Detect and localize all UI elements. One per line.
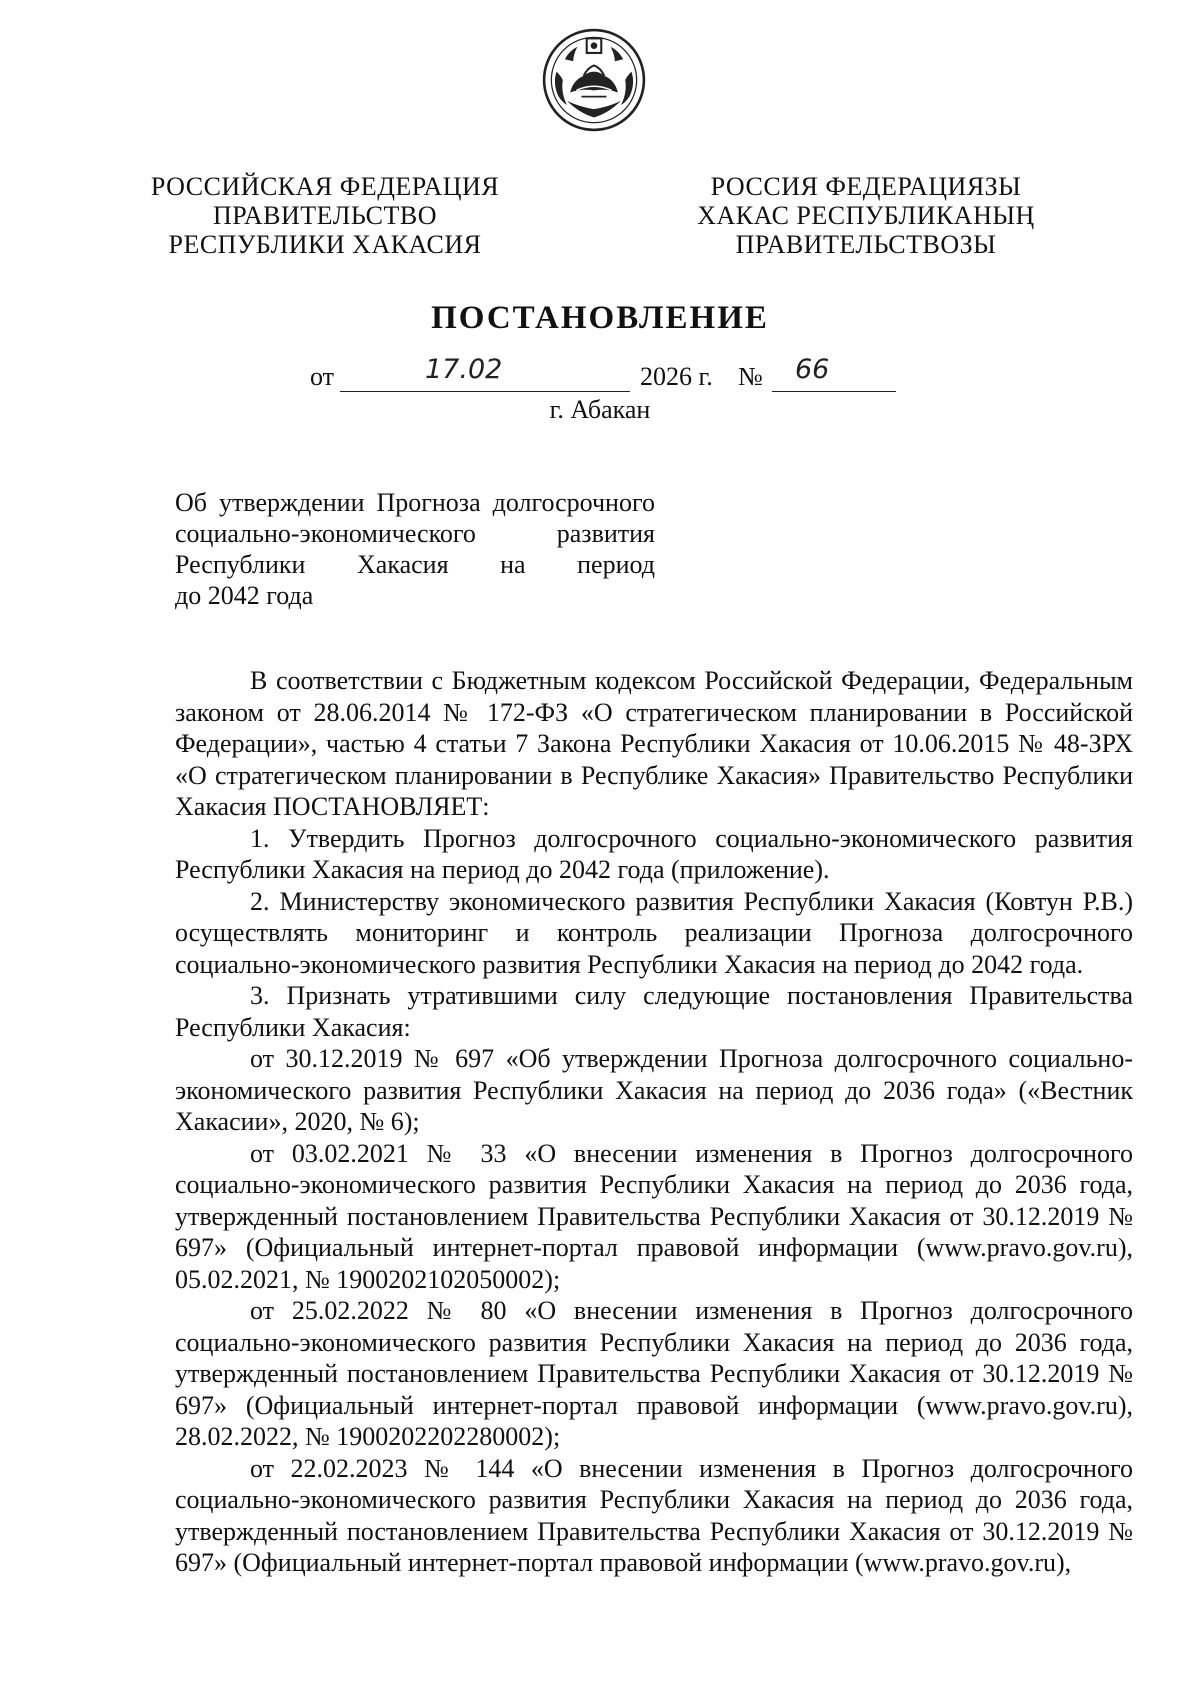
- body-paragraph: 3. Признать утратившими силу следующие постановления Правительства Республики Хакасия:: [175, 981, 1133, 1042]
- date-from-label: от: [310, 362, 335, 391]
- republic-of-khakassia-emblem-icon: [542, 28, 646, 132]
- handwritten-number: 66: [795, 354, 830, 385]
- body-paragraph: В соответствии с Бюджетным кодексом Российской Федерации, Федеральным законом от 28.06.2014 № 172-ФЗ «О стратегическом планировании в Российской Федерации», частью 4 статьи 7 Закона Республики Хакасия от 10.06.2015 № 48-ЗРХ «О стратегическом планировании в Республике Хакасия» Правительство Республики Хакасия ПОСТАНОВЛЯЕТ:: [175, 666, 1133, 821]
- body-paragraph: от 25.02.2022 № 80 «О внесении изменения в Прогноз долгосрочного социально-экономического развития Республики Хакасия на период до 2036 года, утвержденный постановлением Правительства Республики Хакасия от 30.12.2019 № 697» (Официальный интернет-портал правовой информации (www.pravo.gov.ru), 28.02.2022, № 1900202202280002);: [175, 1296, 1133, 1451]
- header-right-line: ХАКАС РЕСПУБЛИКАНЫҢ: [697, 201, 1035, 230]
- header-left-line: РЕСПУБЛИКИ ХАКАСИЯ: [168, 230, 482, 259]
- header-right-line: ПРАВИТЕЛЬСТВОЗЫ: [735, 230, 997, 259]
- number-underline: [772, 391, 896, 392]
- body-paragraph: 1. Утвердить Прогноз долгосрочного социально-экономического развития Республики Хакасия на период до 2042 года (приложение).: [175, 823, 1133, 884]
- date-year: 2026 г.: [640, 362, 713, 391]
- subject-line: социально-экономического развития: [175, 519, 655, 548]
- body-paragraph: от 22.02.2023 № 144 «О внесении изменения в Прогноз долгосрочного социально-экономического развития Республики Хакасия на период до 2036 года, утвержденный постановлением Правительства Республики Хакасия от 30.12.2019 № 697» (Официальный интернет-портал правовой информации (www.pravo.gov.ru),: [175, 1453, 1133, 1577]
- body-paragraph: 2. Министерству экономического развития Республики Хакасия (Ковтун Р.В.) осуществлять мониторинг и контроль реализации Прогноза долгосрочного социально-экономического развития Республики Хакасия на период до 2042 года.: [175, 886, 1133, 979]
- header-left-line: РОССИЙСКАЯ ФЕДЕРАЦИЯ: [150, 172, 500, 201]
- subject-line: Республики Хакасия на период: [175, 550, 655, 579]
- document-type-title: ПОСТАНОВЛЕНИЕ: [431, 300, 769, 336]
- handwritten-date: 17.02: [425, 354, 503, 385]
- city-name: г. Абакан: [549, 395, 651, 424]
- subject-line: Об утверждении Прогноза долгосрочного: [175, 488, 655, 517]
- document-body: [175, 665, 1133, 1579]
- header-right: [676, 172, 1056, 259]
- number-sign: №: [738, 362, 763, 391]
- body-paragraph: от 30.12.2019 № 697 «Об утверждении Прогноза долгосрочного социально-экономического развития Республики Хакасия на период до 2036 года» («Вестник Хакасии», 2020, № 6);: [175, 1044, 1133, 1136]
- header-left: [150, 172, 500, 259]
- subject-line: до 2042 года: [175, 581, 314, 610]
- date-underline: [340, 391, 630, 392]
- body-paragraph: от 03.02.2021 № 33 «О внесении изменения в Прогноз долгосрочного социально-экономического развития Республики Хакасия на период до 2036 года, утвержденный постановлением Правительства Республики Хакасия от 30.12.2019 № 697» (Официальный интернет-портал правовой информации (www.pravo.gov.ru), 05.02.2021, № 1900202102050002);: [175, 1138, 1133, 1294]
- header-left-line: ПРАВИТЕЛЬСТВО: [213, 201, 437, 230]
- document-subject: [175, 487, 655, 611]
- header-right-line: РОССИЯ ФЕДЕРАЦИЯЗЫ: [710, 172, 1022, 201]
